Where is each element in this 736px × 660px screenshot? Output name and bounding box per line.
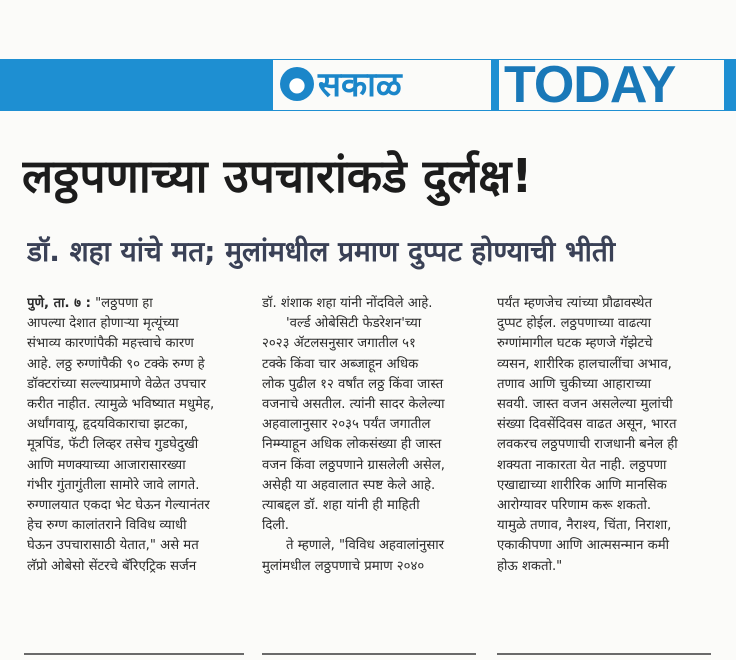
column-1-line: घेऊन उपचारासाठी येतात," असे मत bbox=[27, 538, 199, 554]
column-3-line: होऊ शकतो." bbox=[497, 558, 563, 574]
column-1-line: डॉक्टरांच्या सल्ल्याप्रमाणे वेळेत उपचार bbox=[27, 376, 207, 392]
article-subheadline: डॉ. शहा यांचे मत; मुलांमधील प्रमाण दुप्पट होण्याची भीती bbox=[27, 235, 616, 268]
column-3-line: दुप्पट होईल. लठ्ठपणाच्या वाढत्या bbox=[497, 316, 652, 332]
column-3-line: रुग्णांमागील घटक म्हणजे गॅझेटचे bbox=[497, 336, 653, 352]
column-3-line: पर्यंत म्हणजेच त्यांच्या प्रौढावस्थेत bbox=[497, 296, 652, 311]
column-1-line: आणि मणक्याच्या आजारासारख्या bbox=[27, 457, 186, 473]
column-3-line: यामुळे तणाव, नैराश्य, चिंता, निराशा, bbox=[497, 518, 672, 534]
article-dateline: पुणे, ता. ७ : bbox=[27, 296, 91, 311]
article-column-3 bbox=[497, 294, 711, 577]
column-3-line: लवकरच लठ्ठपणाची राजधानी बनेल ही bbox=[497, 437, 678, 453]
column-2-line: त्याबद्दल डॉ. शहा यांनी ही माहिती bbox=[262, 498, 420, 514]
column-1-line: आपल्या देशात होणाऱ्या मृत्यूंच्या bbox=[27, 316, 179, 332]
adjacent-column-edge bbox=[728, 150, 736, 650]
column-1-line: लॅप्रो ओबेसो सेंटरचे बॅरिएट्रिक सर्जन bbox=[27, 558, 197, 574]
column-2-line: लोक पुढील १२ वर्षांत लठ्ठ किंवा जास्त bbox=[262, 376, 444, 392]
column-1-line: करीत नाहीत. त्यामुळे भविष्यात मधुमेह, bbox=[27, 397, 215, 413]
column-3-line: एकाकीपणा आणि आत्मसन्मान कमी bbox=[497, 538, 670, 554]
column-2-line: असेही या अहवालात स्पष्ट केले आहे. bbox=[262, 477, 436, 493]
column-2-line: २०२३ ॲटलसनुसार जगातील ५१ bbox=[262, 336, 416, 352]
sakal-emblem-icon: ● bbox=[280, 67, 314, 101]
column-1-line: हेच रुग्ण कालांतराने विविध व्याधी bbox=[27, 518, 187, 534]
bottom-rule-middle bbox=[262, 653, 476, 655]
column-1-line-1: पुणे, ता. ७ : "लठ्ठपणा हा bbox=[27, 296, 153, 311]
column-1-line: मूत्रपिंड, फॅटी लिव्हर तसेच गुडघेदुखी bbox=[27, 437, 199, 453]
masthead-logo-text: सकाळ bbox=[318, 65, 402, 105]
column-1-line: अर्धांगवायू, हृदयविकाराचा झटका, bbox=[27, 417, 189, 433]
column-2-line: टक्के किंवा चार अब्जाहून अधिक bbox=[262, 356, 419, 372]
article-column-1 bbox=[27, 294, 241, 577]
column-3-line: संख्या दिवसेंदिवस वाढत असून, भारत bbox=[497, 417, 677, 433]
article-headline: लठ्ठपणाच्या उपचारांकडे दुर्लक्ष! bbox=[22, 149, 533, 203]
column-2-line: मुलांमधील लठ्ठपणाचे प्रमाण २०४० bbox=[262, 558, 425, 574]
column-1-line: संभाव्य कारणांपैकी महत्त्वाचे कारण bbox=[27, 336, 194, 352]
column-3-line: व्यसन, शारीरिक हालचालींचा अभाव, bbox=[497, 356, 672, 372]
column-3-line: तणाव आणि चुकीच्या आहाराच्या bbox=[497, 376, 651, 392]
column-3-line: शक्यता नाकारता येत नाही. लठ्ठपणा bbox=[497, 457, 667, 473]
column-2-line: 'वर्ल्ड ओबेसिटी फेडरेशन'च्या bbox=[286, 316, 422, 332]
column-2-line: दिली. bbox=[262, 518, 289, 534]
bottom-rule-right bbox=[497, 653, 711, 655]
column-2-line: निम्म्याहून अधिक लोकसंख्या ही जास्त bbox=[262, 437, 442, 453]
column-1-line: आहे. लठ्ठ रुग्णांपैकी ९० टक्के रुग्ण हे bbox=[27, 356, 205, 372]
column-2-line: डॉ. शंशाक शहा यांनी नोंदविले आहे. bbox=[262, 296, 433, 311]
column-2-line: वजनाचे असतील. त्यांनी सादर केलेल्या bbox=[262, 397, 445, 413]
column-1-line: गंभीर गुंतागुंतीला सामोरे जावे लागते. bbox=[27, 477, 200, 493]
column-1-line: रुग्णालयात एकदा भेट घेऊन गेल्यानंतर bbox=[27, 498, 210, 514]
column-3-line: आरोग्यावर परिणाम करू शकतो. bbox=[497, 498, 652, 514]
column-2-line: अहवालानुसार २०३५ पर्यंत जगातील bbox=[262, 417, 431, 433]
masthead-section-title: TODAY bbox=[504, 56, 676, 114]
column-3-line: सवयी. जास्त वजन असलेल्या मुलांची bbox=[497, 397, 673, 413]
column-2-line: ते म्हणाले, "विविध अहवालांनुसार bbox=[286, 538, 445, 554]
column-2-line: वजन किंवा लठ्ठपणाने ग्रासलेली असेल, bbox=[262, 457, 445, 473]
bottom-rule-left bbox=[24, 653, 244, 655]
column-3-line: एखाद्याच्या शारीरिक आणि मानसिक bbox=[497, 477, 667, 493]
article-column-2 bbox=[262, 294, 476, 577]
